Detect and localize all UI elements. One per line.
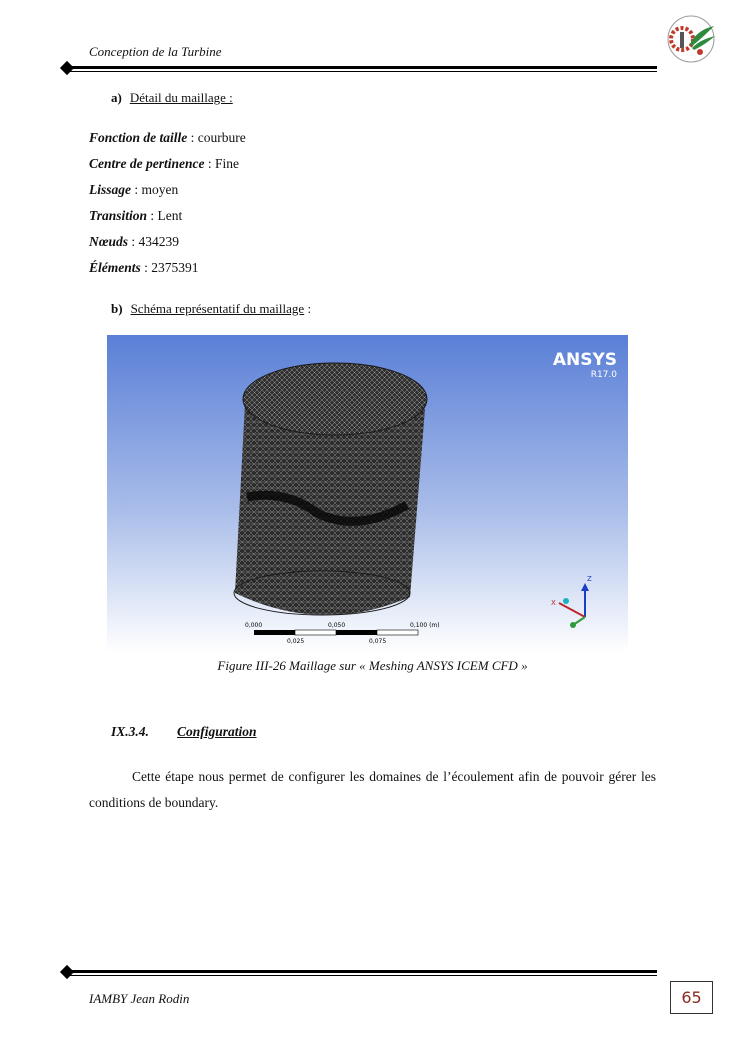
ansys-version: R17.0 bbox=[590, 370, 617, 380]
figure-caption: Figure III-26 Maillage sur « Meshing ANSYS ICEM CFD » bbox=[217, 658, 528, 673]
section-a-title: Détail du maillage : bbox=[129, 90, 233, 105]
property-row bbox=[89, 182, 178, 198]
property-key: Fonction de taille bbox=[89, 130, 188, 145]
ansys-brand: ANSYS bbox=[552, 350, 617, 370]
rule-thick-line bbox=[68, 66, 657, 69]
property-key: Centre de pertinence bbox=[89, 156, 205, 171]
header-rule bbox=[60, 62, 657, 76]
section-configuration-heading bbox=[111, 724, 257, 740]
footer-rule bbox=[60, 966, 657, 980]
institution-logo bbox=[662, 14, 720, 64]
property-value: : moyen bbox=[131, 182, 179, 197]
property-value: : 434239 bbox=[128, 234, 180, 249]
scale-label: 0,050 bbox=[328, 622, 346, 629]
scale-label: 0,075 bbox=[369, 638, 387, 645]
running-header-title: Conception de la Turbine bbox=[89, 44, 222, 59]
property-row bbox=[89, 260, 199, 276]
body-paragraph: Cette étape nous permet de configurer les domaines de l’écoulement afin de pouvoir gérer les conditions de boundary. bbox=[89, 769, 656, 810]
rule-thick-line bbox=[68, 970, 657, 973]
section-b-title: Schéma représentatif du maillage bbox=[130, 301, 305, 316]
property-row bbox=[89, 156, 239, 172]
section-b-marker: b) bbox=[111, 301, 123, 316]
section-a-heading bbox=[111, 90, 233, 106]
section-b-heading bbox=[111, 301, 311, 317]
section-b-suffix: : bbox=[304, 301, 312, 316]
cylinder-mesh bbox=[234, 363, 427, 615]
axis-z-label: Z bbox=[587, 575, 592, 583]
property-row bbox=[89, 130, 246, 146]
scale-label: 0,100 (m) bbox=[410, 622, 440, 629]
property-key: Lissage bbox=[89, 182, 131, 197]
page-number: 65 bbox=[670, 981, 713, 1014]
property-value: : courbure bbox=[187, 130, 246, 145]
section-title: Configuration bbox=[177, 724, 257, 739]
rule-thin-line bbox=[68, 975, 657, 976]
section-number: IX.3.4. bbox=[111, 724, 149, 739]
property-row bbox=[89, 234, 179, 250]
scale-label: 0,025 bbox=[287, 638, 305, 645]
property-value: : 2375391 bbox=[140, 260, 199, 275]
axis-x-label: X bbox=[551, 599, 556, 607]
property-key: Éléments bbox=[89, 260, 141, 275]
property-key: Transition bbox=[89, 208, 148, 223]
scale-label: 0,000 bbox=[245, 622, 263, 629]
rule-thin-line bbox=[68, 71, 657, 72]
property-key: Nœuds bbox=[89, 234, 129, 249]
footer-author: IAMBY Jean Rodin bbox=[89, 991, 190, 1006]
section-a-marker: a) bbox=[111, 90, 122, 105]
property-row bbox=[89, 208, 182, 224]
property-value: : Fine bbox=[204, 156, 239, 171]
property-value: : Lent bbox=[147, 208, 183, 223]
mesh-figure bbox=[107, 335, 628, 653]
